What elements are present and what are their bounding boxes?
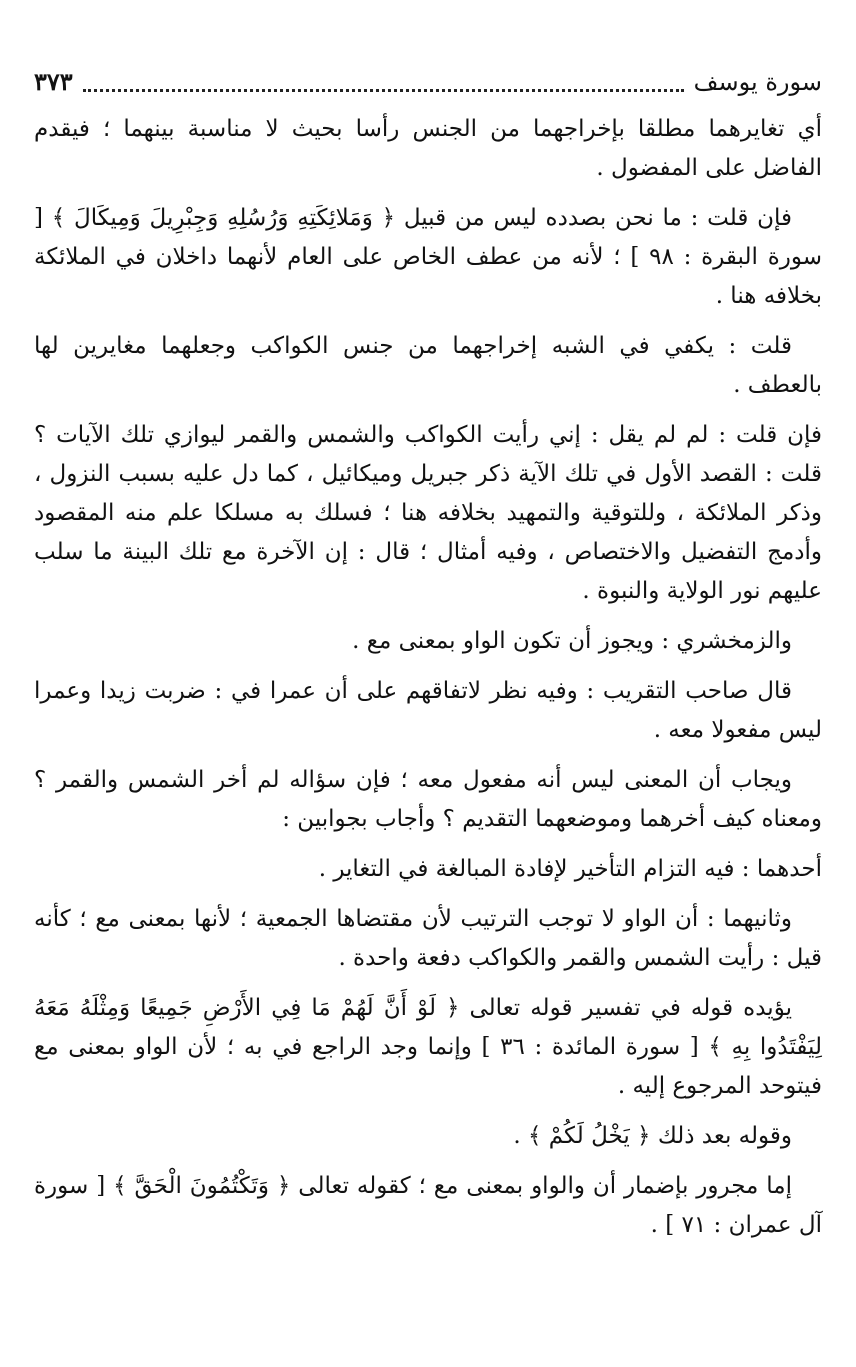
paragraph: ويجاب أن المعنى ليس أنه مفعول معه ؛ فإن سؤاله لم أخر الشمس والقمر ؟ ومعناه كيف أخرهما وموضعهما التقديم ؟ وأجاب بجوابين : xyxy=(34,767,822,832)
paragraph: فإن قلت : ما نحن بصدده ليس من قبيل ﴿ وَمَلائِكَتِهِ وَرُسُلِهِ وَجِبْرِيلَ وَمِيكَالَ ﴾ [ سورة البقرة : ٩٨ ] ؛ لأنه من عطف الخاص على العام لأنهما داخلان في الملائكة بخلافه هنا . xyxy=(34,205,823,309)
paragraph: والزمخشري : ويجوز أن تكون الواو بمعنى مع . xyxy=(352,628,792,654)
paragraph: قال صاحب التقريب : وفيه نظر لاتفاقهم على أن عمرا في : ضربت زيدا وعمرا ليس مفعولا معه . xyxy=(34,678,822,743)
surah-title: سورة يوسف xyxy=(693,68,822,96)
paragraph: أحدهما : فيه التزام التأخير لإفادة المبالغة في التغاير . xyxy=(318,856,822,882)
paragraph: وثانيهما : أن الواو لا توجب الترتيب لأن مقتضاها الجمعية ؛ لأنها بمعنى مع ؛ كأنه قيل : رأيت الشمس والقمر والكواكب دفعة واحدة . xyxy=(34,906,822,971)
paragraph: يؤيده قوله في تفسير قوله تعالى ﴿ لَوْ أَنَّ لَهُمْ مَا فِي الأَرْضِ جَمِيعًا وَمِثْلَهُ مَعَهُ لِيَفْتَدُوا بِهِ ﴾ [ سورة المائدة : ٣٦ ] وإنما وجد الراجع في به ؛ لأن الواو بمعنى مع فيتوحد المرجوع إليه . xyxy=(34,995,822,1099)
paragraph: أي تغايرهما مطلقا بإخراجهما من الجنس رأسا بحيث لا مناسبة بينهما ؛ فيقدم الفاضل على المفضول . xyxy=(34,116,822,181)
running-header xyxy=(34,60,822,104)
paragraph: وقوله بعد ذلك ﴿ يَخْلُ لَكُمْ ﴾ . xyxy=(513,1123,792,1149)
body-text xyxy=(34,110,822,1245)
paragraph: فإن قلت : لم لم يقل : إني رأيت الكواكب والشمس والقمر ليوازي تلك الآيات ؟ قلت : القصد الأول في تلك الآية ذكر جبريل وميكائيل ، كما دل عليه بسبب النزول ، وذكر الملائكة ، وللتوقية والتمهيد بخلافه هنا ؛ فسلك به مسلكا علم منه المقصود وأدمج التفضيل والاختصاص ، وفيه أمثال ؛ قال : إن الآخرة مع تلك البينة ما سلب عليهم نور الولاية والنبوة . xyxy=(34,422,822,604)
paragraph: قلت : يكفي في الشبه إخراجهما من جنس الكواكب وجعلهما مغايرين لها بالعطف . xyxy=(34,333,822,398)
dotted-leader xyxy=(83,89,684,92)
paragraph: إما مجرور بإضمار أن والواو بمعنى مع ؛ كقوله تعالى ﴿ وَتَكْتُمُونَ الْحَقَّ ﴾ [ سورة آل عمران : ٧١ ] . xyxy=(34,1173,822,1238)
page-number: ٣٧٣ xyxy=(34,67,73,96)
